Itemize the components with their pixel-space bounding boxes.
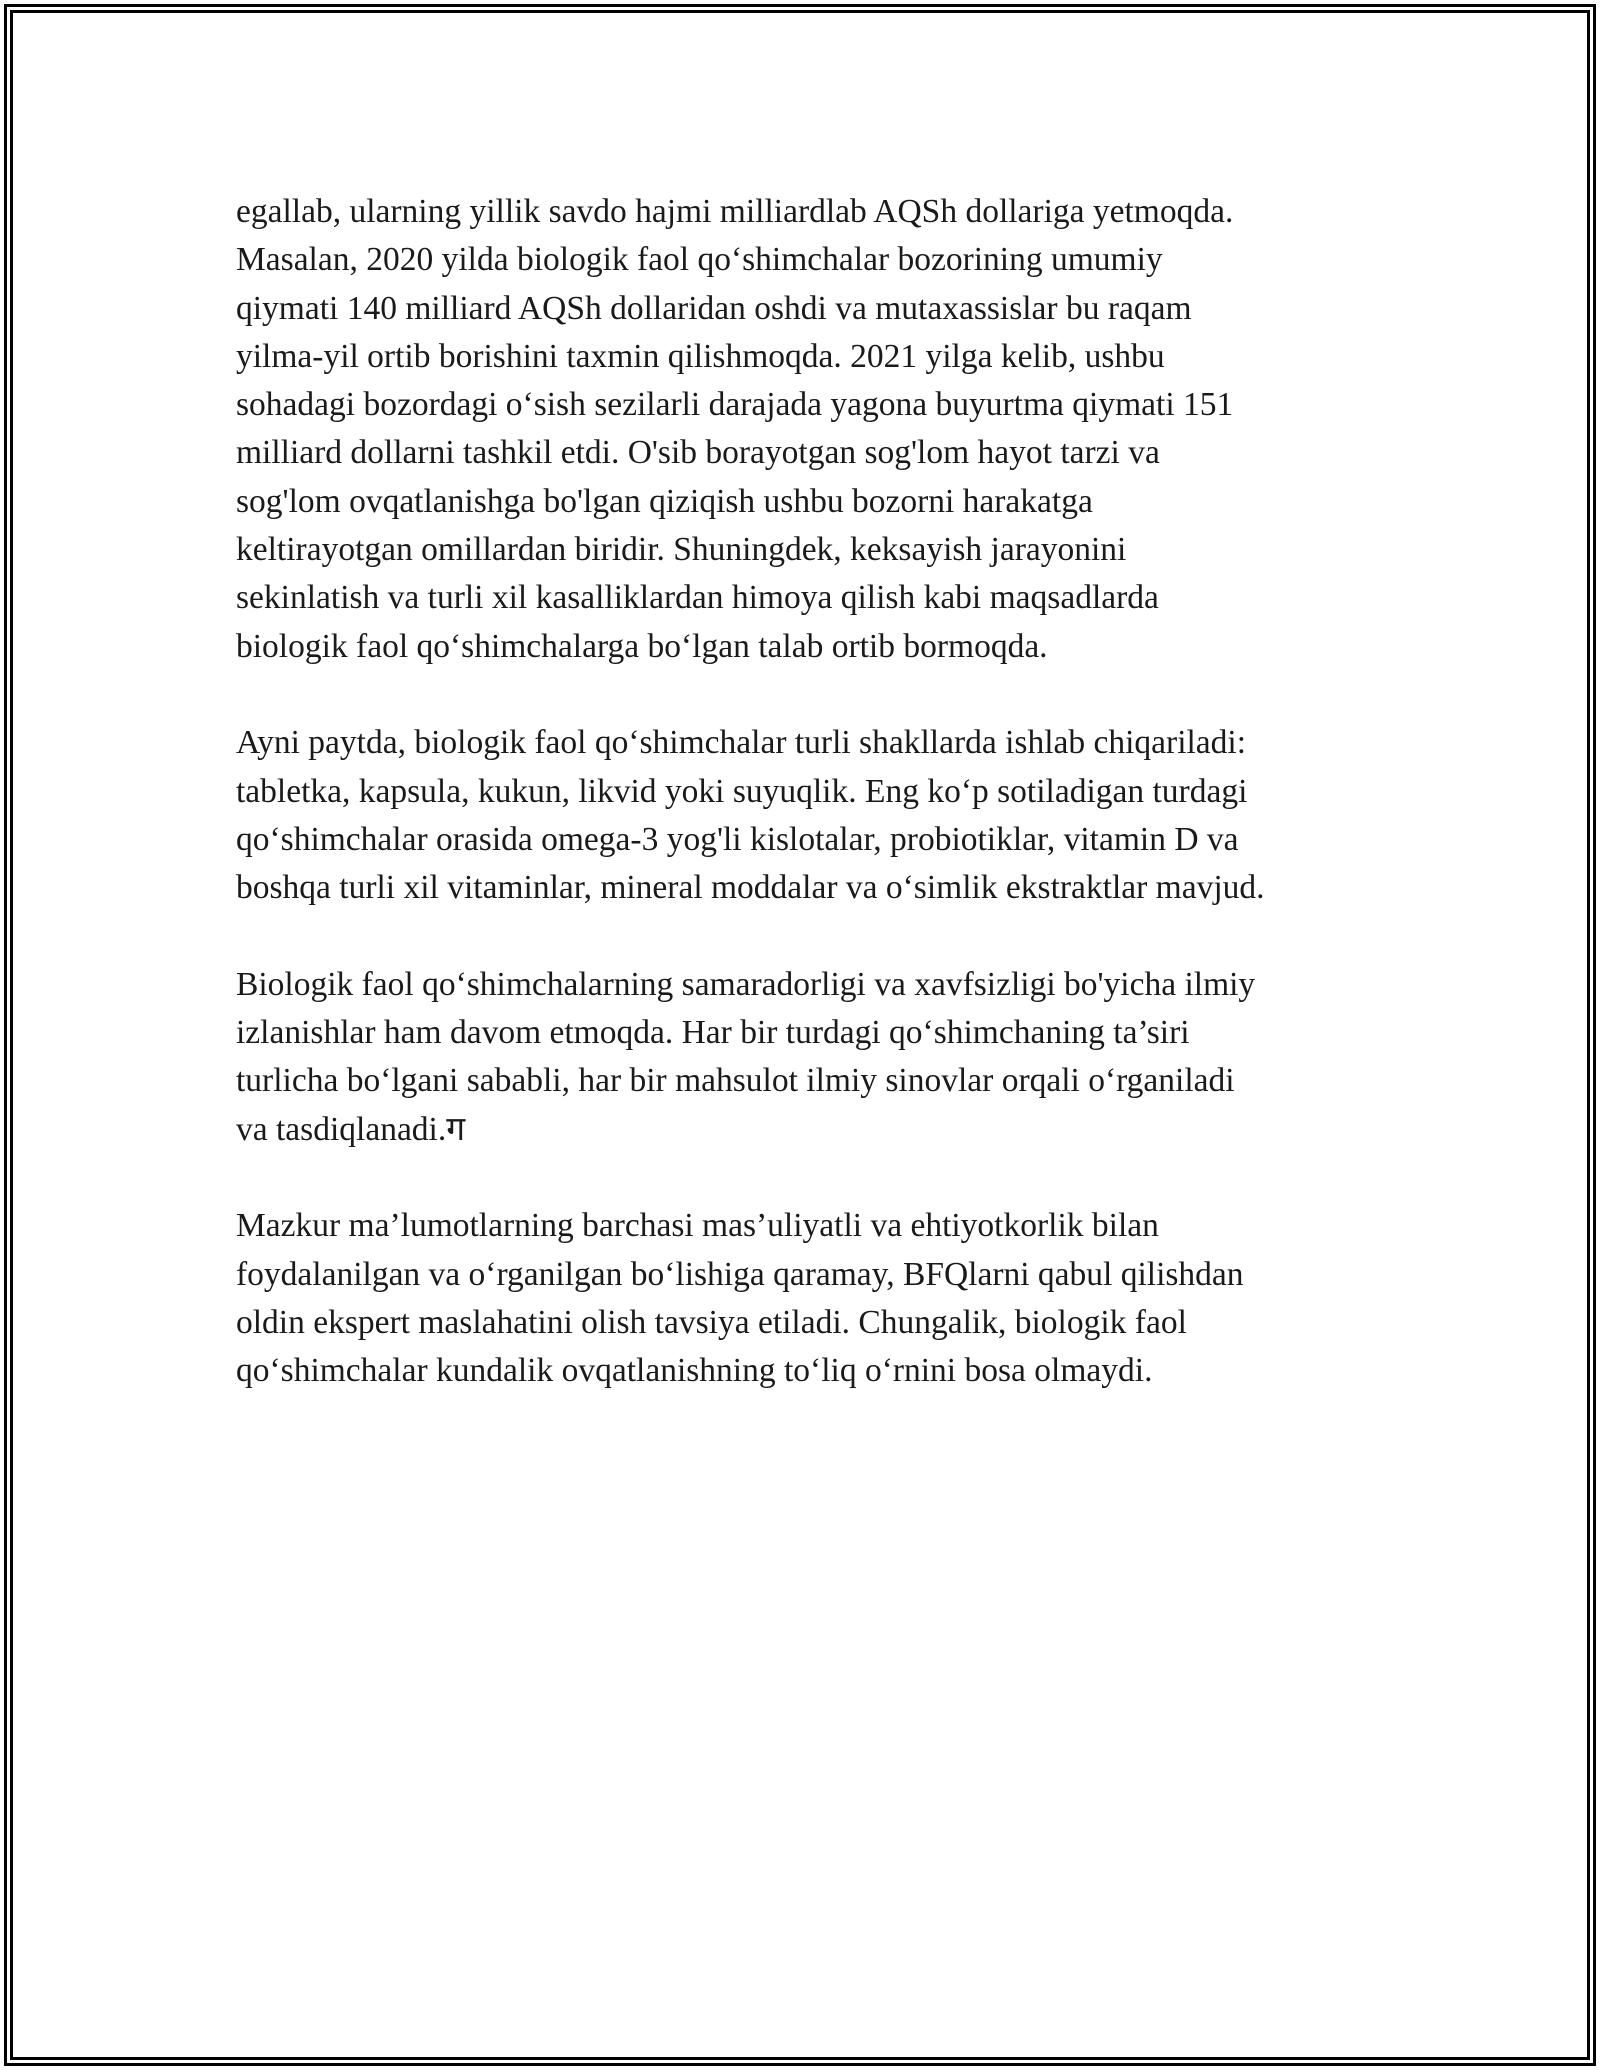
text-line: oldin ekspert maslahatini olish tavsiya etiladi. Chungalik, biologik faol: [236, 1303, 1187, 1341]
text-line: izlanishlar ham davom etmoqda. Har bir turdagi qo‘shimchaning ta’siri: [236, 1014, 1190, 1052]
text-line: turlicha bo‘lgani sababli, har bir mahsulot ilmiy sinovlar orqali o‘rganiladi: [236, 1062, 1235, 1100]
paragraph-market-size: [236, 188, 1386, 671]
text-line: qiymati 140 milliard AQSh dollaridan oshdi va mutaxassislar bu raqam: [236, 289, 1192, 327]
text-line: qo‘shimchalar kundalik ovqatlanishning to‘liq o‘rnini bosa olmaydi.: [236, 1352, 1153, 1390]
text-line: keltirayotgan omillardan biridir. Shuningdek, keksayish jarayonini: [236, 531, 1127, 569]
text-line: sog'lom ovqatlanishga bo'lgan qiziqish ushbu bozorni harakatga: [236, 482, 1093, 520]
text-line: qo‘shimchalar orasida omega-3 yog'li kislotalar, probiotiklar, vitamin D va: [236, 820, 1239, 858]
text-line: biologik faol qo‘shimchalarga bo‘lgan talab ortib bormoqda.: [236, 627, 1048, 665]
text-line: egallab, ularning yillik savdo hajmi milliardlab AQSh dollariga yetmoqda.: [236, 193, 1234, 230]
text-line: Ayni paytda, biologik faol qo‘shimchalar turli shakllarda ishlab chiqariladi:: [236, 724, 1247, 762]
text-line: Biologik faol qo‘shimchalarning samaradorligi va xavfsizligi bo'yicha ilmiy: [236, 965, 1256, 1003]
document-body: [236, 188, 1386, 1444]
text-line: milliard dollarni tashkil etdi. O'sib borayotgan sog'lom hayot tarzi va: [236, 434, 1160, 472]
paragraph-research: [236, 961, 1386, 1154]
text-line: tabletka, kapsula, kukun, likvid yoki suyuqlik. Eng ko‘p sotiladigan turdagi: [236, 772, 1248, 810]
paragraph-advice: [236, 1202, 1386, 1395]
text-line: sohadagi bozordagi o‘sish sezilarli darajada yagona buyurtma qiymati 151: [236, 386, 1234, 424]
text-line: sekinlatish va turli xil kasalliklardan himoya qilish kabi maqsadlarda: [236, 579, 1159, 617]
text-line: Mazkur ma’lumotlarning barchasi mas’uliyatli va ehtiyotkorlik bilan: [236, 1207, 1159, 1245]
text-line: Masalan, 2020 yilda biologik faol qo‘shimchalar bozorining umumiy: [236, 241, 1163, 279]
text-line: va tasdiqlanadi.ग: [236, 1110, 466, 1148]
text-line: boshqa turli xil vitaminlar, mineral moddalar va o‘simlik ekstraktlar mavjud.: [236, 869, 1265, 907]
text-line: yilma-yil ortib borishini taxmin qilishmoqda. 2021 yilga kelib, ushbu: [236, 337, 1165, 375]
text-line: foydalanilgan va o‘rganilgan bo‘lishiga qaramay, BFQlarni qabul qilishdan: [236, 1255, 1244, 1293]
paragraph-product-forms: [236, 719, 1386, 912]
